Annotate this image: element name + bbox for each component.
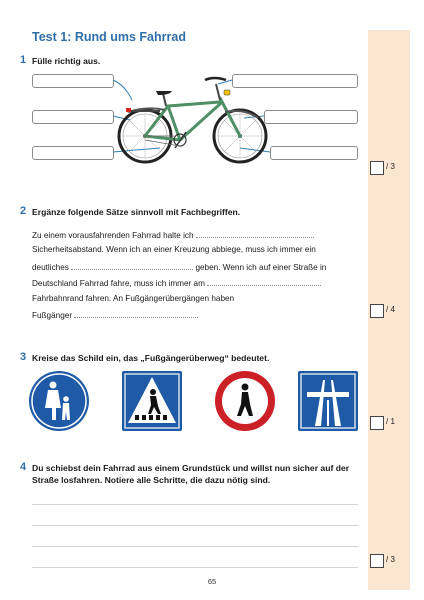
task-1-instruction: Fülle richtig aus. [32, 56, 101, 66]
task-2-line-3: deutliches geben. Wenn ich auf einer Straße in [32, 260, 326, 274]
task-2-line-5: Fahrbahnrand fahren. An Fußgängerübergängen haben [32, 294, 235, 303]
score-box[interactable] [370, 304, 384, 318]
pedestrian-zone-sign-icon[interactable] [28, 370, 90, 432]
task-2-line-4: Deutschland Fahrrad fahre, muss ich immer am [32, 276, 321, 290]
bicycle-illustration [0, 0, 424, 200]
score-points: / 4 [386, 305, 395, 314]
answer-blank-2[interactable] [71, 260, 193, 270]
writing-line-1[interactable] [32, 504, 358, 505]
task-2-score [370, 304, 408, 318]
task-4-number: 4 [20, 461, 27, 473]
saddle-icon [156, 91, 172, 95]
writing-line-4[interactable] [32, 567, 358, 568]
score-points: / 3 [386, 555, 395, 564]
score-points: / 3 [386, 162, 395, 171]
task-2-instruction: Ergänze folgende Sätze sinnvoll mit Fachbegriffen. [32, 207, 241, 217]
task-4-instruction-line-2: Straße losfahren. Notiere alle Schritte, die dazu nötig sind. [32, 475, 271, 485]
score-points: / 1 [386, 417, 395, 426]
page-title: Test 1: Rund ums Fahrrad [32, 30, 186, 44]
score-box[interactable] [370, 161, 384, 175]
rear-light-icon [126, 108, 131, 112]
writing-line-2[interactable] [32, 525, 358, 526]
page-number: 65 [207, 577, 217, 586]
task-4-instruction-line-1: Du schiebst dein Fahrrad aus einem Grundstück und willst nun sicher auf der [32, 463, 350, 473]
no-pedestrians-sign-icon[interactable] [214, 370, 276, 432]
task-2-line-1: Zu einem vorausfahrenden Fahrrad halte ich [32, 228, 314, 242]
score-box[interactable] [370, 416, 384, 430]
task-3-instruction: Kreise das Schild ein, das „Fußgängerüberweg“ bedeutet. [32, 353, 270, 363]
task-1-score [370, 161, 408, 175]
task-3-number: 3 [20, 351, 27, 363]
task-3-score [370, 416, 408, 430]
answer-blank-3[interactable] [207, 276, 321, 286]
front-light-icon [224, 90, 230, 95]
task-2-line-6: Fußgänger . [32, 308, 199, 322]
handlebar-icon [205, 78, 226, 80]
task-1-number: 1 [20, 54, 27, 66]
task-4-score [370, 554, 408, 568]
task-2-number: 2 [20, 205, 27, 217]
score-box[interactable] [370, 554, 384, 568]
writing-line-3[interactable] [32, 546, 358, 547]
motorway-sign-icon[interactable] [297, 370, 359, 432]
answer-blank-1[interactable] [196, 228, 314, 238]
answer-blank-4[interactable] [74, 308, 196, 318]
task-2-line-2: Sicherheitsabstand. Wenn ich an einer Kreuzung abbiege, muss ich immer ein [32, 245, 316, 254]
pedestrian-crossing-sign-icon[interactable] [121, 370, 183, 432]
